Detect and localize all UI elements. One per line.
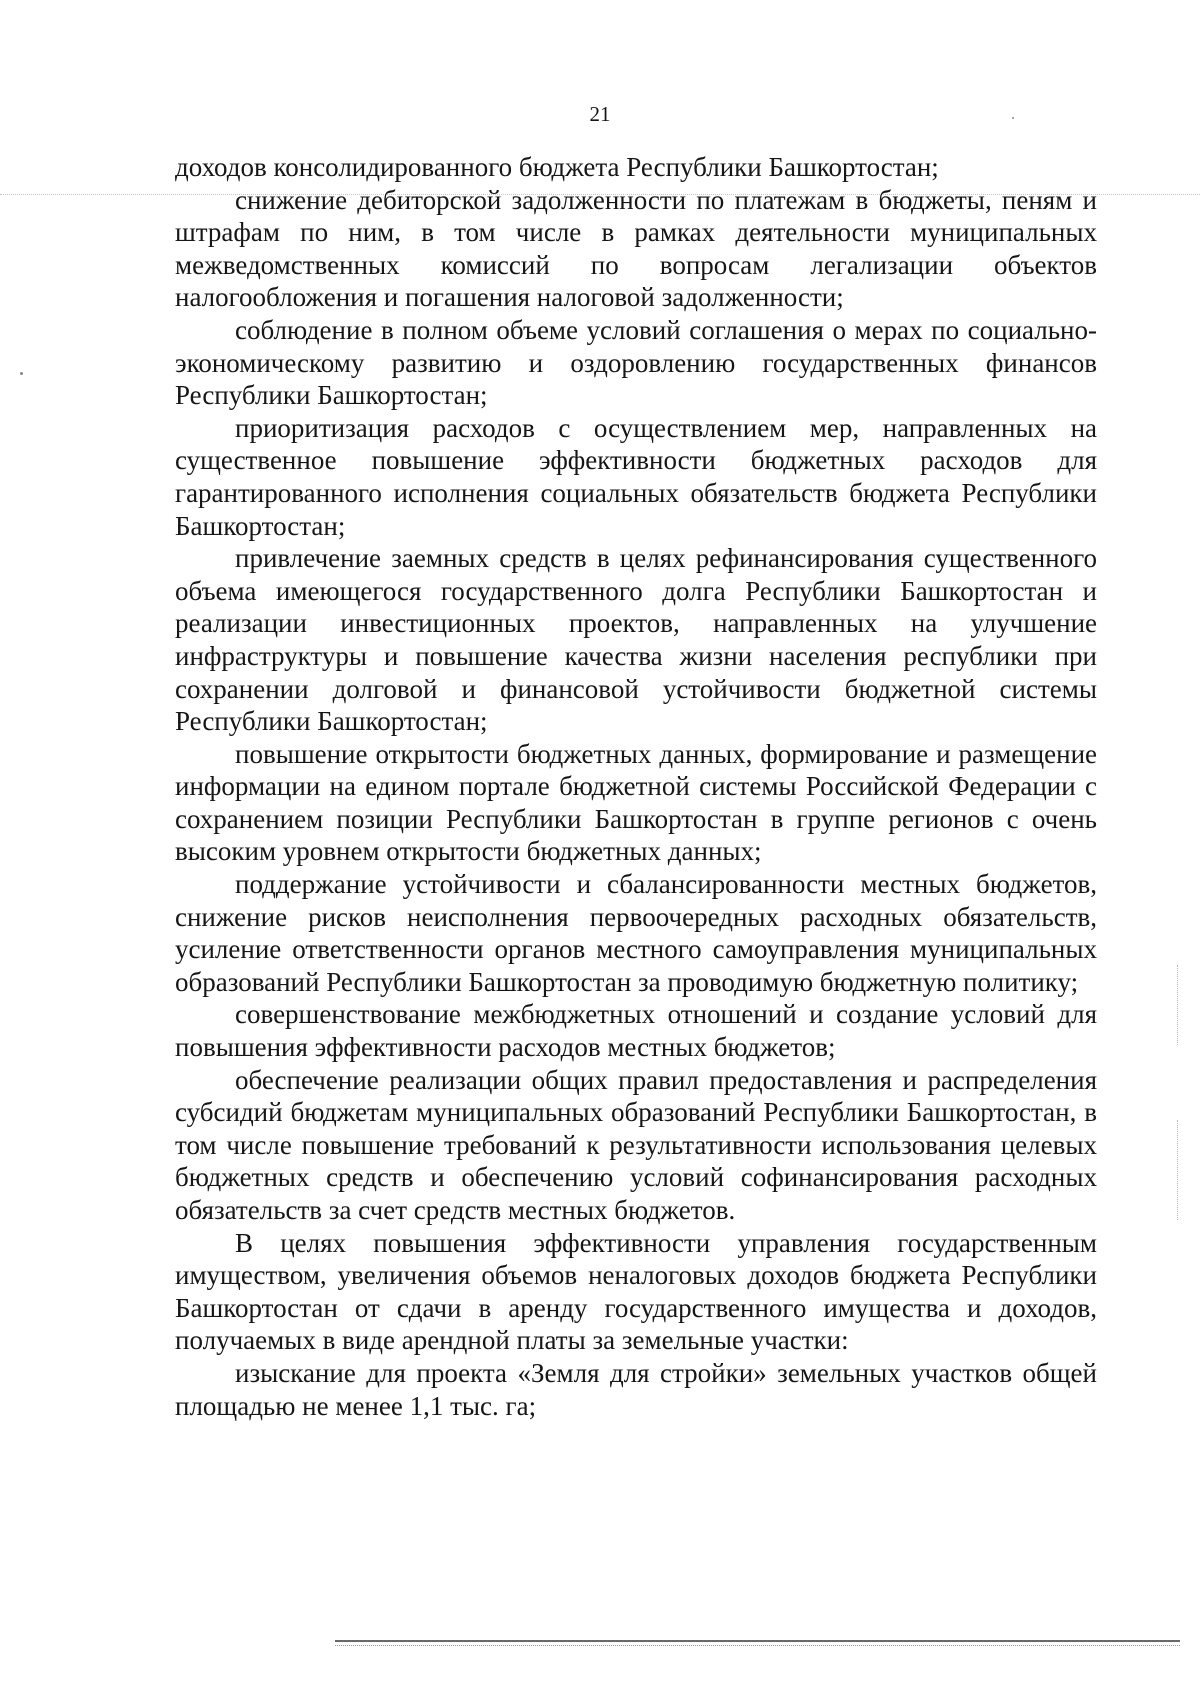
paragraph-item: поддержание устойчивости и сбалансированности местных бюджетов, снижение рисков неисполнения первоочередных расходных обязательств, усиление ответственности органов местного самоуправления муниципальных образований Республики Башкортостан за проводимую бюджетную политику; — [175, 869, 1097, 997]
scan-speck — [20, 372, 23, 375]
paragraph-item: повышение открытости бюджетных данных, формирование и размещение информации на едином портале бюджетной системы Российской Федерации с сохранением позиции Республики Башкортостан в группе регионов с очень высоким уровнем открытости бюджетных данных; — [175, 738, 1097, 867]
paragraph-item: снижение дебиторской задолженности по платежам в бюджеты, пеням и штрафам по ним, в том числе в рамках деятельности муниципальных межведомственных комиссий по вопросам легализации объектов налогообложения и погашения налоговой задолженности; — [175, 184, 1097, 313]
scan-margin-mark — [1177, 965, 1178, 1045]
paragraph-item: приоритизация расходов с осуществлением мер, направленных на существенное повышение эффективности бюджетных расходов для гарантированного исполнения социальных обязательств бюджета Республики Башкортостан; — [175, 412, 1097, 541]
paragraph-item: обеспечение реализации общих правил предоставления и распределения субсидий бюджетам муниципальных образований Республики Башкортостан, в том числе повышение требований к результативности использования целевых бюджетных средств и обеспечению условий софинансирования расходных обязательств за счет средств местных бюджетов. — [175, 1064, 1097, 1225]
scan-margin-mark — [1177, 1120, 1178, 1220]
paragraph-intro: В целях повышения эффективности управления государственным имуществом, увеличения объемов неналоговых доходов бюджета Республики Башкортостан от сдачи в аренду государственного имущества и доходов, получаемых в виде арендной платы за земельные участки: — [175, 1227, 1097, 1356]
paragraph-item: соблюдение в полном объеме условий соглашения о мерах по социально-экономическому развитию и оздоровлению государственных финансов Республики Башкортостан; — [175, 314, 1097, 411]
paragraph-continuation: доходов консолидированного бюджета Республики Башкортостан; — [175, 152, 939, 182]
document-body — [175, 151, 1097, 1422]
page-number: 21 — [589, 102, 611, 126]
paragraph-item: изыскание для проекта «Земля для стройки» земельных участков общей площадью не менее 1,1 тыс. га; — [175, 1357, 1097, 1421]
scan-artifact-bottom-line — [335, 1640, 1180, 1642]
paragraph-item: привлечение заемных средств в целях рефинансирования существенного объема имеющегося государственного долга Республики Башкортостан и реализации инвестиционных проектов, направленных на улучшение инфраструктуры и повышение качества жизни населения республики при сохранении долговой и финансовой устойчивости бюджетной системы Республики Башкортостан; — [175, 543, 1097, 737]
scan-speck — [1012, 117, 1014, 119]
paragraph-item: совершенствование межбюджетных отношений и создание условий для повышения эффективности расходов местных бюджетов; — [175, 999, 1097, 1063]
scan-artifact-bottom-line-faint — [335, 1645, 1180, 1646]
